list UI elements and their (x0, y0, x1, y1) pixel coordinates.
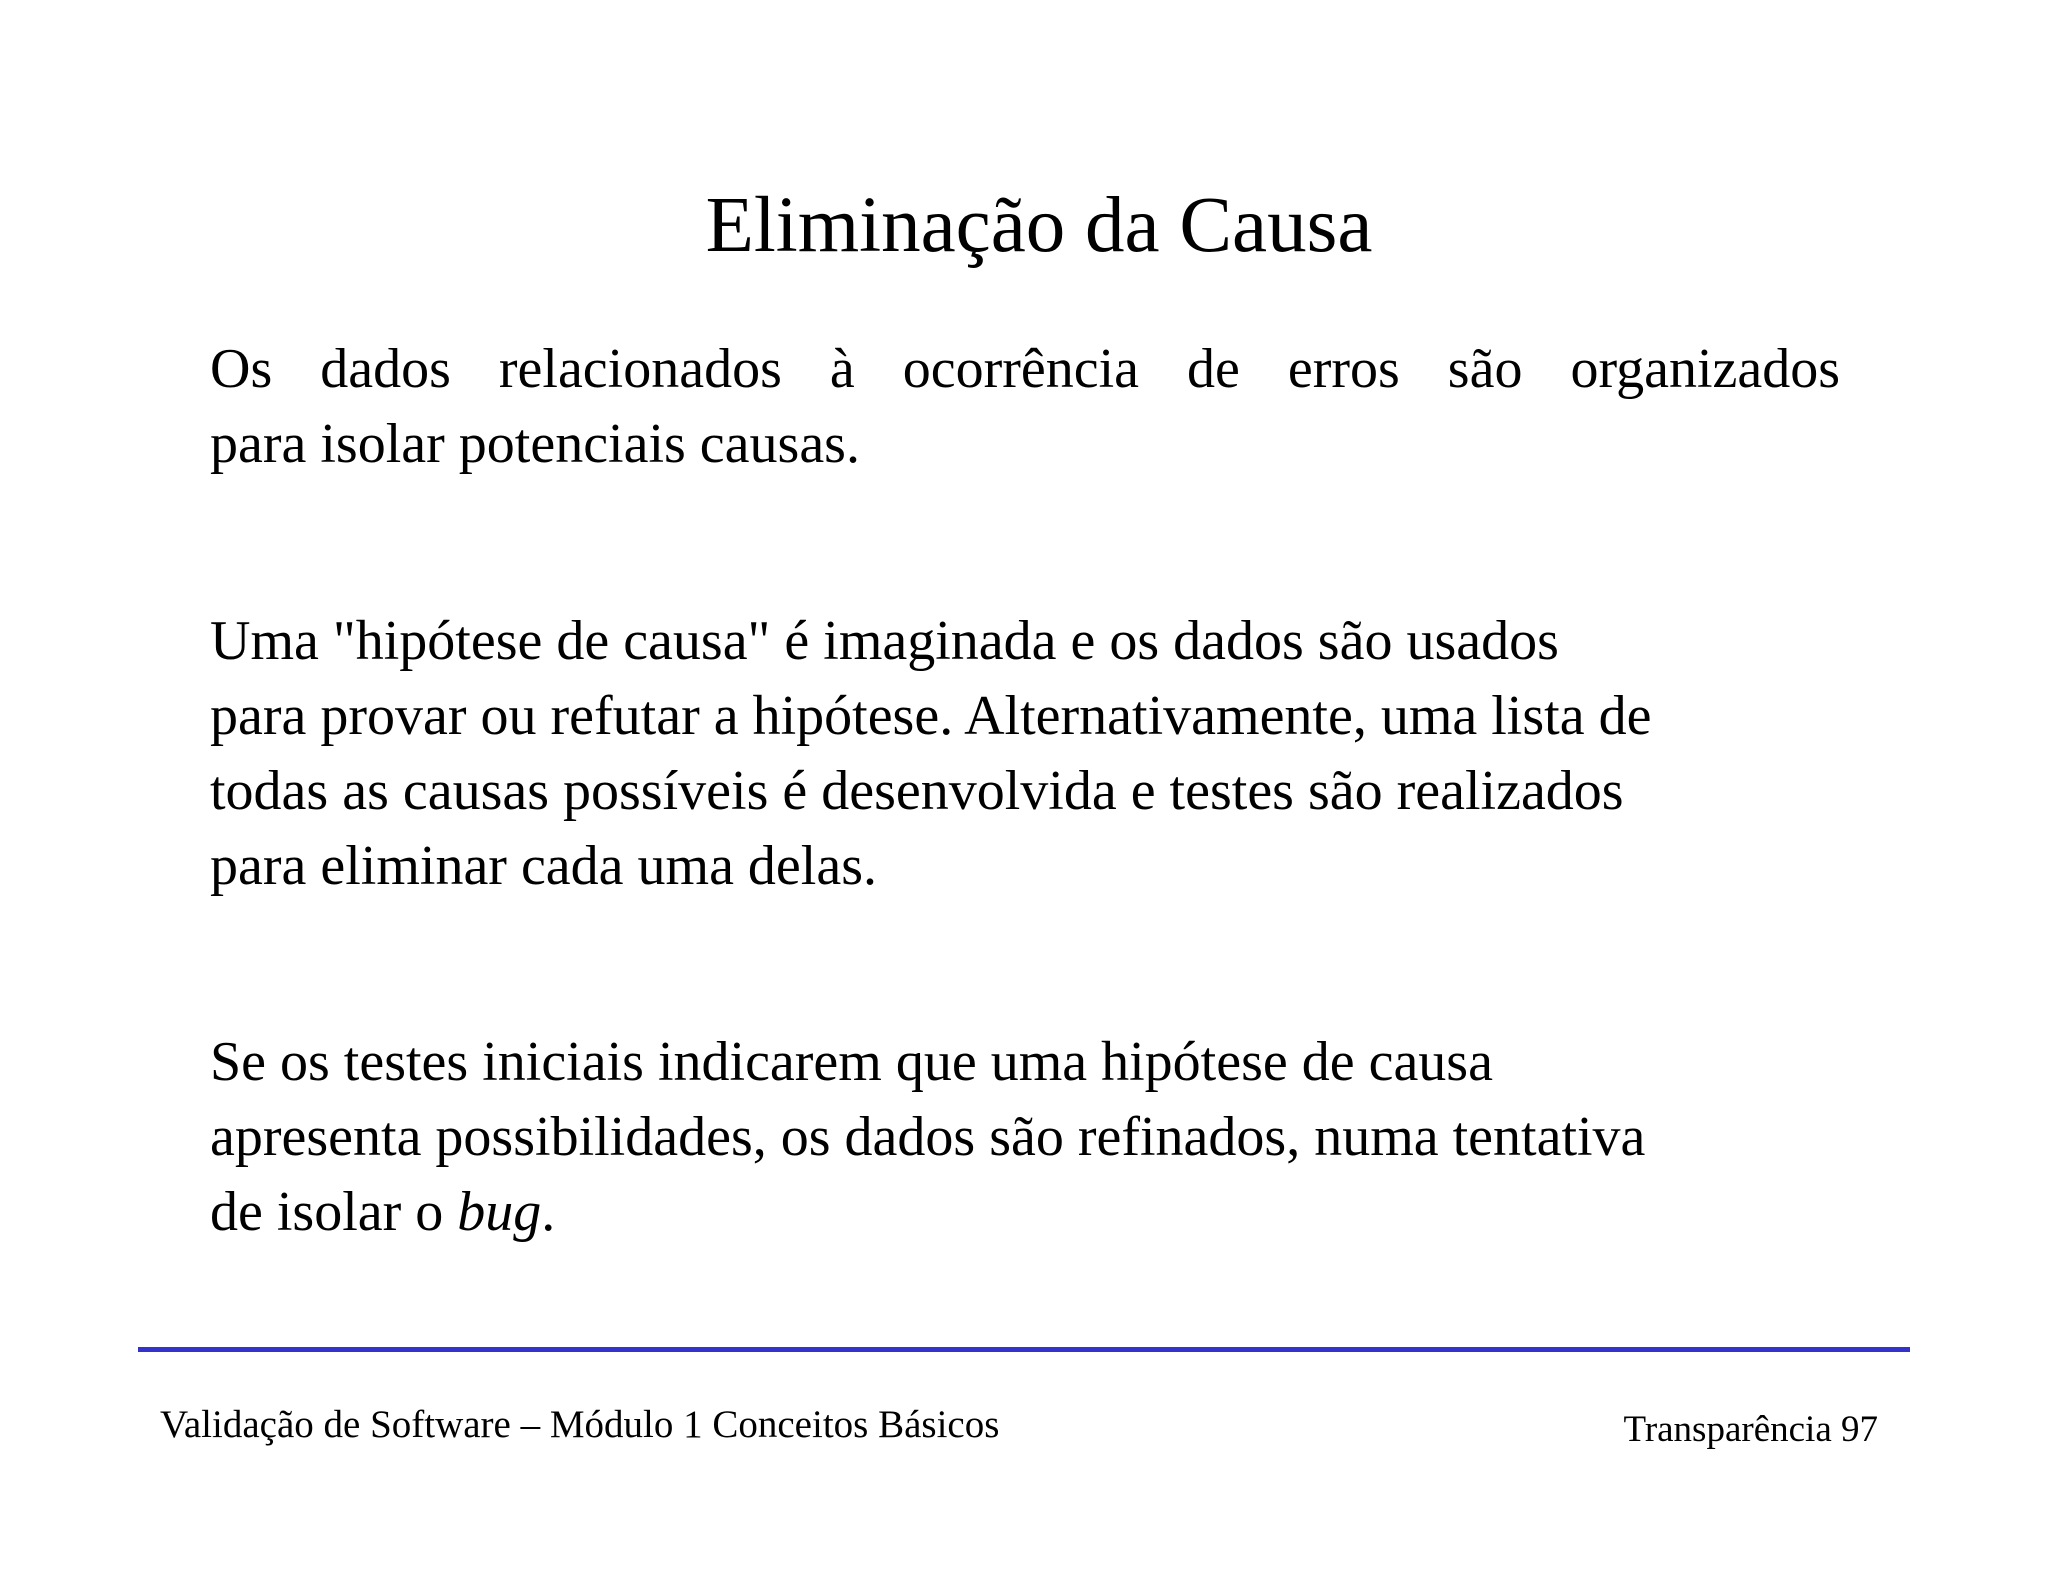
paragraph-refinement (210, 1025, 1840, 1250)
paragraph-line: Os dados relacionados à ocorrência de erros são organizados (210, 338, 1840, 400)
paragraph-data-organization (210, 332, 1840, 482)
footer-slide-number: Transparência 97 (1623, 1409, 1878, 1450)
paragraph-line: para eliminar cada uma delas. (210, 835, 877, 897)
paragraph-line: Uma "hipótese de causa" é imaginada e os dados são usados (210, 610, 1559, 672)
paragraph-line: para provar ou refutar a hipótese. Alternativamente, uma lista de (210, 685, 1652, 747)
bug-emphasis: bug (457, 1181, 542, 1243)
paragraph-line-final (210, 1175, 1840, 1250)
final-line-period: . (541, 1181, 556, 1243)
footer-course-title: Validação de Software – Módulo 1 Conceitos Básicos (160, 1403, 1000, 1446)
footer-divider (138, 1347, 1910, 1352)
final-line-text: de isolar o (210, 1181, 458, 1243)
paragraph-line: Se os testes iniciais indicarem que uma hipótese de causa (210, 1031, 1493, 1093)
paragraph-line: para isolar potenciais causas. (210, 413, 860, 475)
paragraph-cause-hypothesis (210, 604, 1840, 904)
paragraph-line: apresenta possibilidades, os dados são refinados, numa tentativa (210, 1106, 1646, 1168)
slide-title: Eliminação da Causa (705, 182, 1373, 269)
paragraph-line: todas as causas possíveis é desenvolvida e testes são realizados (210, 760, 1624, 822)
